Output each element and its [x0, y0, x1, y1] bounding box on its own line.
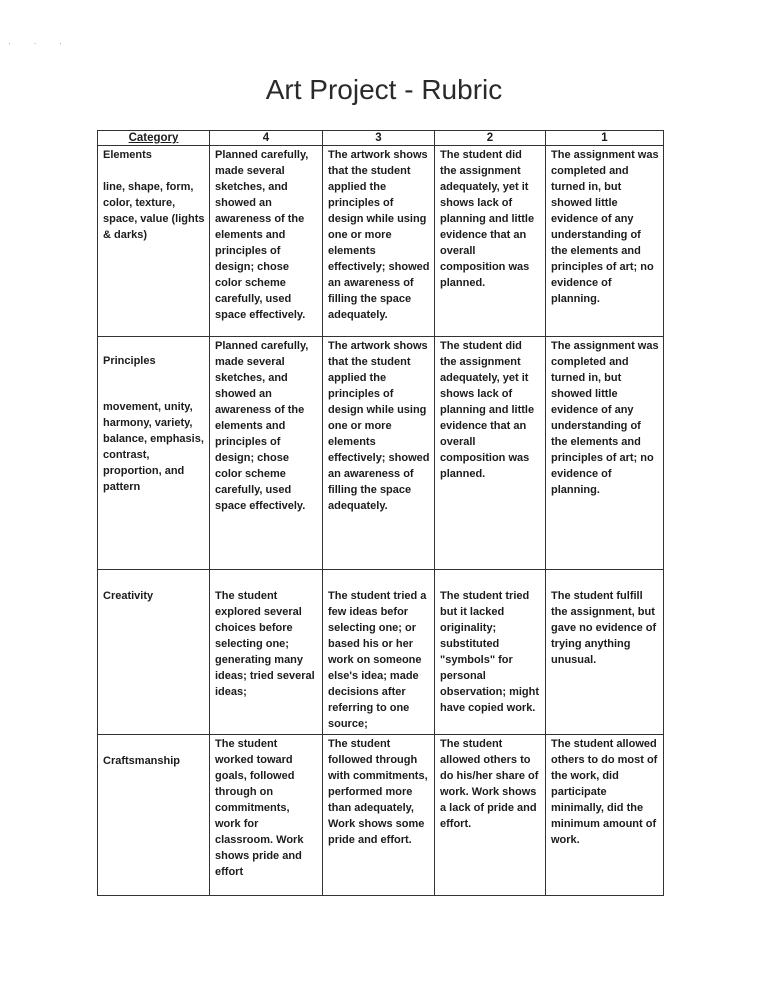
category-cell	[98, 735, 210, 896]
header-score-3: 3	[323, 131, 435, 146]
rubric-cell: The student fulfill the assignment, but gave no evidence of trying anything unusual.	[546, 570, 664, 735]
table-row	[98, 570, 664, 735]
category-name: Principles	[103, 355, 156, 367]
category-cell	[98, 570, 210, 735]
rubric-cell: The assignment was completed and turned in, but showed little evidence of any understanding of the elements and principles of art; no evidence of planning.	[546, 146, 664, 337]
rubric-cell: Planned carefully, made several sketches, and showed an awareness of the elements and principles of design; chose color scheme carefully, used space effectively.	[210, 146, 323, 337]
page-title: Art Project - Rubric	[265, 74, 503, 105]
category-detail: line, shape, form, color, texture, space, value (lights & darks)	[103, 181, 205, 241]
rubric-cell: The student allowed others to do his/her share of work. Work shows a lack of pride and effort.	[435, 735, 546, 896]
table-row	[98, 146, 664, 337]
rubric-cell: The artwork shows that the student applied the principles of design while using one or more elements effectively; showed an awareness of filling the space adequately.	[323, 337, 435, 570]
header-score-2: 2	[435, 131, 546, 146]
rubric-cell: The student worked toward goals, followed through on commitments, work for classroom. Work shows pride and effort	[210, 735, 323, 896]
rubric-cell: The student did the assignment adequately, yet it shows lack of planning and little evidence that an overall composition was planned.	[435, 146, 546, 337]
rubric-cell: The student tried a few ideas befor selecting one; or based his or her work on someone else's idea; made decisions after referring to one source;	[323, 570, 435, 735]
category-cell	[98, 146, 210, 337]
rubric-cell: The student followed through with commitments, performed more than adequately, Work shows some pride and effort.	[323, 735, 435, 896]
header-score-1: 1	[546, 131, 664, 146]
rubric-cell: The student tried but it lacked originality; substituted "symbols" for personal observation; might have copied work.	[435, 570, 546, 735]
header-score-4: 4	[210, 131, 323, 146]
rubric-cell: The student allowed others to do most of the work, did participate minimally, did the minimum amount of work.	[546, 735, 664, 896]
category-detail: movement, unity, harmony, variety, balance, emphasis, contrast, proportion, and pattern	[103, 401, 204, 493]
category-name: Elements	[103, 149, 152, 161]
table-row	[98, 735, 664, 896]
scan-specks: · · ·	[8, 38, 72, 48]
rubric-table	[97, 130, 664, 896]
header-category: Category	[98, 131, 210, 146]
rubric-cell: Planned carefully, made several sketches, and showed an awareness of the elements and principles of design; chose color scheme carefully, used space effectively.	[210, 337, 323, 570]
rubric-cell: The assignment was completed and turned in, but showed little evidence of any understanding of the elements and principles of art; no evidence of planning.	[546, 337, 664, 570]
category-name: Creativity	[103, 590, 154, 602]
category-name: Craftsmanship	[103, 755, 181, 767]
header-row	[98, 131, 664, 146]
category-cell	[98, 337, 210, 570]
table-row	[98, 337, 664, 570]
rubric-cell: The student explored several choices before selecting one; generating many ideas; tried several ideas;	[210, 570, 323, 735]
rubric-cell: The artwork shows that the student applied the principles of design while using one or more elements effectively; showed an awareness of filling the space adequately.	[323, 146, 435, 337]
rubric-cell: The student did the assignment adequately, yet it shows lack of planning and little evidence that an overall composition was planned.	[435, 337, 546, 570]
